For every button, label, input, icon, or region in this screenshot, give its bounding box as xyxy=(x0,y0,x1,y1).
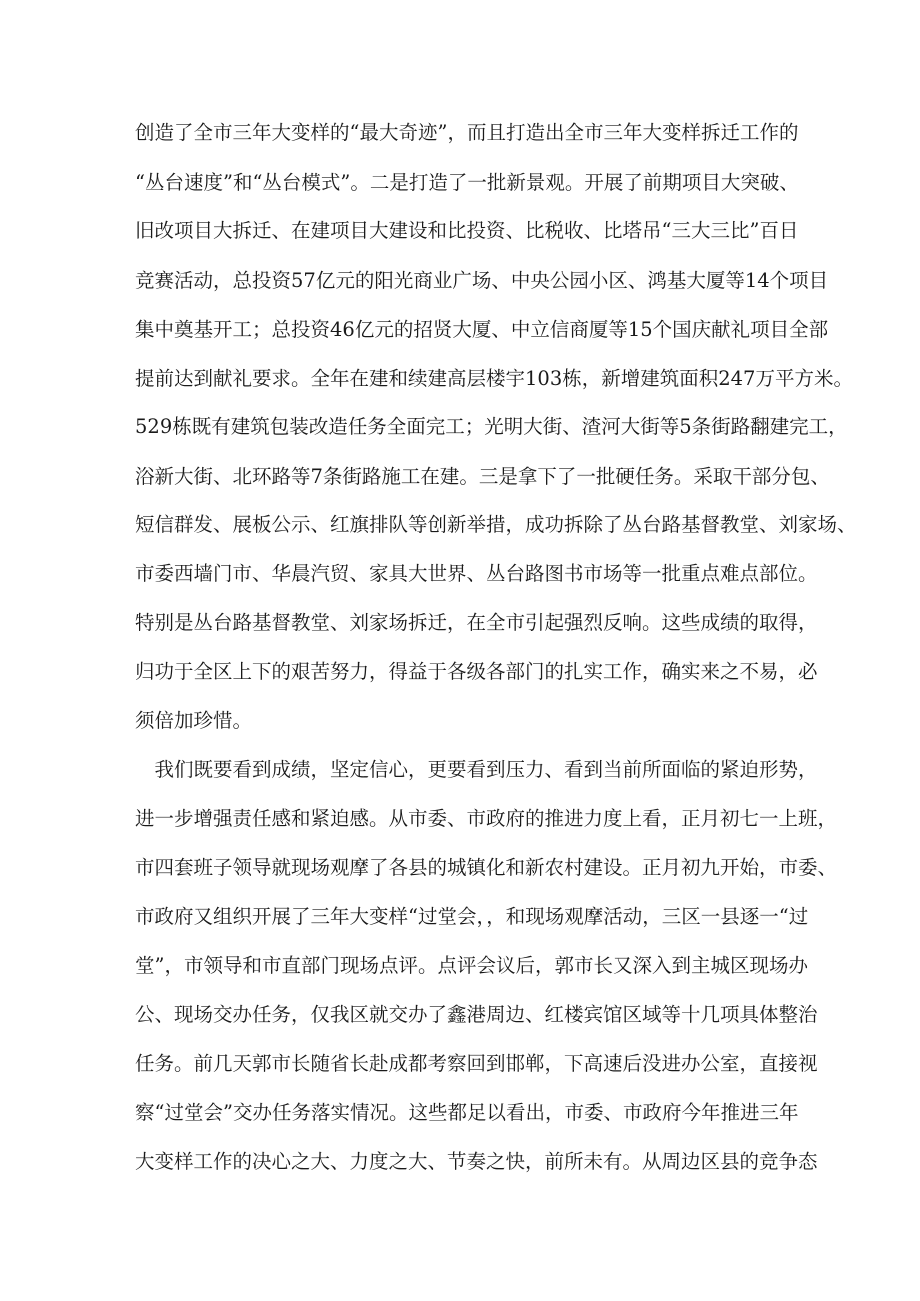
text-line: 进一步增强责任感和紧迫感。从市委、市政府的推进力度上看，正月初七一上班， xyxy=(135,807,838,830)
text-line: 市政府又组织开展了三年大变样“过堂会，，和现场观摩活动，三区一县逐一“过 xyxy=(135,905,809,928)
text-line: 浴新大街、北环路等7条街路施工在建。三是拿下了一批硬任务。采取干部分包、 xyxy=(135,465,830,488)
text-line: 旧改项目大拆迁、在建项目大建设和比投资、比税收、比塔吊“三大三比”百日 xyxy=(135,219,799,242)
text-line: 竞赛活动，总投资57亿元的阳光商业广场、中央公园小区、鸿基大厦等14个项目 xyxy=(135,269,829,292)
text-line: 我们既要看到成绩，坚定信心，更要看到压力、看到当前所面临的紧迫形势， xyxy=(135,758,818,781)
text-line: 归功于全区上下的艰苦努力，得益于各级各部门的扎实工作，确实来之不易，必 xyxy=(135,660,818,683)
text-line: 创造了全市三年大变样的“最大奇迹”，而且打造出全市三年大变样拆迁工作的 xyxy=(135,121,799,144)
text-line: 短信群发、展板公示、红旗排队等创新举措，成功拆除了丛台路基督教堂、刘家场、 xyxy=(135,513,857,536)
text-line: 529栋既有建筑包装改造任务全面完工；光明大街、渣河大街等5条街路翻建完工， xyxy=(135,415,848,438)
text-line: 堂”，市领导和市直部门现场点评。点评会议后，郭市长又深入到主城区现场办 xyxy=(135,954,808,977)
text-line: 察“过堂会”交办任务落实情况。这些都足以看出，市委、市政府今年推进三年 xyxy=(135,1101,799,1124)
text-line: 市委西墙门市、华晨汽贸、家具大世界、丛台路图书市场等一批重点难点部位。 xyxy=(135,562,818,585)
text-line: 集中奠基开工；总投资46亿元的招贤大厦、中立信商厦等15个国庆献礼项目全部 xyxy=(135,318,829,341)
text-line: 特别是丛台路基督教堂、刘家场拆迁，在全市引起强烈反响。这些成绩的取得， xyxy=(135,611,818,634)
text-line: 市四套班子领导就现场观摩了各县的城镇化和新农村建设。正月初九开始，市委、 xyxy=(135,856,838,879)
text-line: 任务。前几天郭市长随省长赴成都考察回到邯郸，下高速后没进办公室，直接视 xyxy=(135,1052,818,1075)
text-line: 提前达到献礼要求。全年在建和续建高层楼宇103栋，新增建筑面积247万平方米。 xyxy=(135,367,853,390)
text-line: 公、现场交办任务，仅我区就交办了鑫港周边、红楼宾馆区域等十几项具体整治 xyxy=(135,1003,818,1026)
text-line: 须倍加珍惜。 xyxy=(135,709,253,732)
text-line: “丛台速度”和“丛台模式”。二是打造了一批新景观。开展了前期项目大突破、 xyxy=(135,171,799,194)
text-line: 大变样工作的决心之大、力度之大、节奏之快，前所未有。从周边区县的竞争态 xyxy=(135,1150,818,1173)
